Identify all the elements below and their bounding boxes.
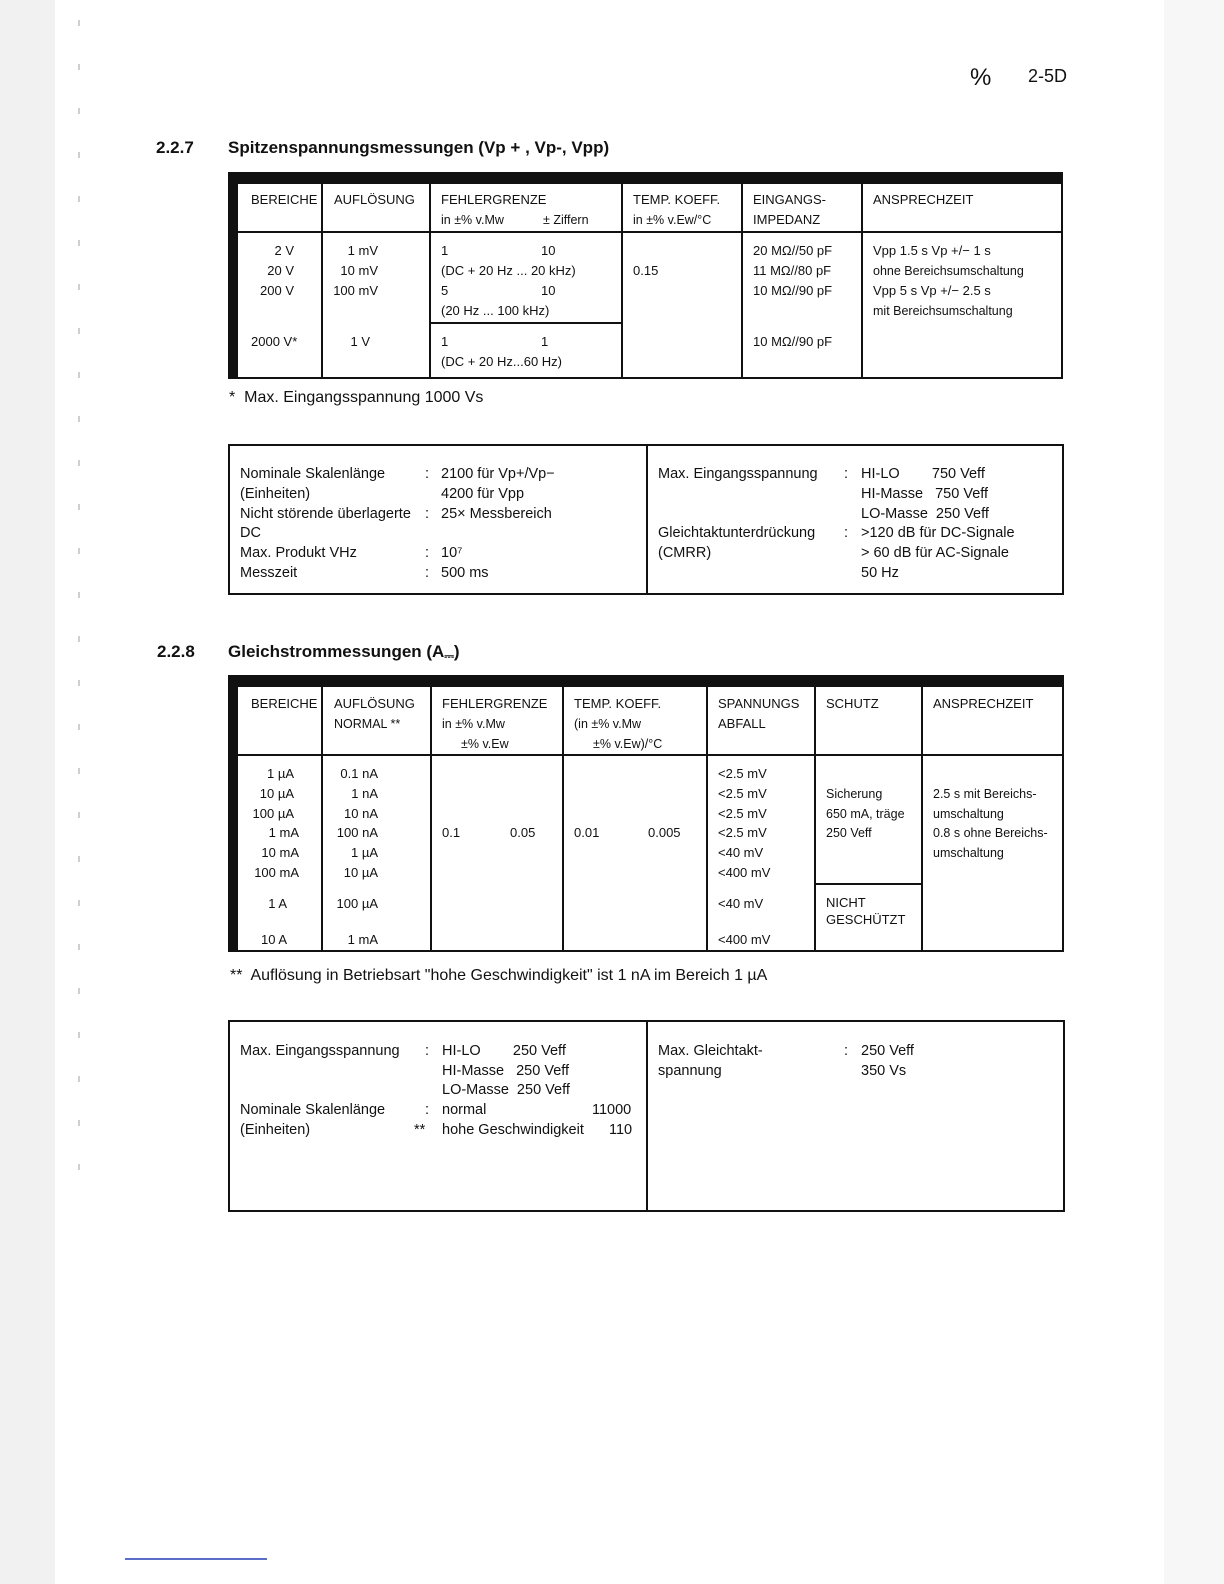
temp-coeff-cell: 0.15: [633, 263, 659, 278]
col-header-temp: TEMP. KOEFF.: [574, 696, 662, 711]
col-subheader-mw: in ±% v.Mw: [442, 717, 505, 731]
page-number: 2-5D: [1028, 66, 1068, 86]
footnote-max-voltage: * Max. Eingangsspannung 1000 Vs: [229, 389, 484, 406]
spec-sep: :: [425, 1043, 430, 1059]
resolution-cell: 1 mV: [347, 243, 378, 258]
impedance-cell: 10 MΩ//90 pF: [753, 334, 833, 349]
error-freq-cell: (DC + 20 Hz ... 20 kHz): [441, 263, 576, 278]
spec-sep: :: [844, 466, 849, 482]
section-number: 2.2.7: [156, 138, 194, 157]
voltage-drop-cell: <2.5 mV: [718, 806, 767, 821]
range-cell: 10 A: [260, 932, 287, 947]
spec-sep: **: [414, 1122, 426, 1138]
response-time-cell: 0.8 s ohne Bereichs-: [933, 826, 1048, 840]
temp-mw-cell: 0.01: [574, 825, 600, 840]
spec-label: (Einheiten): [240, 1122, 311, 1138]
spec-label: (Einheiten): [240, 486, 311, 502]
col-header-aufloesung: AUFLÖSUNG: [334, 192, 415, 207]
spec-value: 500 ms: [441, 565, 489, 581]
scan-left-edge: [0, 0, 55, 1584]
spec-value: 50 Hz: [861, 565, 899, 581]
protection-cell: Sicherung: [826, 787, 883, 801]
spec-sep: :: [844, 1043, 849, 1059]
voltage-drop-cell: <2.5 mV: [718, 766, 767, 781]
response-time-cell: Vpp 5 s Vp +/− 2.5 s: [873, 283, 991, 298]
response-time-cell: 2.5 s mit Bereichs-: [933, 787, 1037, 801]
spec-value: LO-Masse 250 Veff: [442, 1082, 570, 1098]
scan-binding-marks: [78, 20, 80, 1200]
spec-label: Messzeit: [240, 565, 298, 581]
spec-value: 10⁷: [441, 545, 463, 561]
col-header-aufloesung: AUFLÖSUNG: [334, 696, 415, 711]
spec-value: HI-Masse 250 Veff: [442, 1063, 570, 1079]
range-cell: 200 V: [260, 283, 294, 298]
protection-cell: 650 mA, träge: [826, 807, 905, 821]
col-subheader-mw: in ±% v.Mw: [441, 213, 504, 227]
range-cell: 1 µA: [266, 766, 294, 781]
range-cell: 2000 V*: [251, 334, 298, 349]
response-time-cell: umschaltung: [933, 846, 1004, 860]
col-subheader-abfall: ABFALL: [718, 716, 766, 731]
error-mw-cell: 1: [441, 334, 449, 349]
error-mw-cell: 5: [441, 283, 449, 298]
spec-value: 4200 für Vpp: [441, 486, 525, 502]
error-digits-cell: 1: [541, 334, 549, 349]
spec-label: Max. Produkt VHz: [240, 545, 357, 561]
spec-value: 25× Messbereich: [441, 506, 552, 522]
range-cell: 20 V: [267, 263, 294, 278]
col-header-fehlergrenze: FEHLERGRENZE: [442, 696, 548, 711]
temp-ew-cell: 0.005: [648, 825, 681, 840]
dc-symbol-icon: ⎓: [444, 649, 454, 663]
range-cell: 10 mA: [261, 845, 299, 860]
protection-none-cell: NICHT: [826, 895, 866, 910]
scan-right-edge: [1164, 0, 1224, 1584]
spec-sep: :: [425, 506, 430, 522]
spec-label: Nicht störende überlagerte: [240, 506, 411, 522]
response-time-cell: mit Bereichsumschaltung: [873, 304, 1013, 318]
spec-label: Max. Eingangsspannung: [658, 466, 818, 482]
range-cell: 1 mA: [268, 825, 299, 840]
spec-value: HI-LO 750 Veff: [861, 466, 985, 482]
spec-sep: :: [425, 565, 430, 581]
error-mw-cell: 1: [441, 243, 449, 258]
section-title: Gleichstrommessungen $(A_⎓)$: [228, 642, 460, 663]
impedance-cell: 20 MΩ//50 pF: [753, 243, 833, 258]
spec-label: (CMRR): [658, 545, 712, 561]
resolution-cell: 1 mA: [347, 932, 378, 947]
spec-value: > 60 dB für AC-Signale: [861, 545, 1009, 561]
resolution-cell: 100 nA: [336, 825, 378, 840]
col-header-bereiche: BEREICHE: [251, 192, 318, 207]
col-header-eingang: EINGANGS-: [753, 192, 826, 207]
resolution-cell: 100 µA: [336, 896, 378, 911]
error-ew-cell: 0.05: [510, 825, 536, 840]
range-cell: 100 mA: [254, 865, 299, 880]
col-subheader-temp-mw: (in ±% v.Mw: [574, 717, 642, 731]
spec-value: HI-LO 250 Veff: [442, 1043, 566, 1059]
resolution-cell: 10 mV: [340, 263, 378, 278]
spec-label: Gleichtaktunterdrückung: [658, 525, 816, 541]
header-symbol: %: [970, 64, 992, 91]
col-subheader-ziffern: ± Ziffern: [543, 213, 589, 227]
spec-value: 11000: [592, 1102, 632, 1118]
voltage-drop-cell: <400 mV: [718, 932, 771, 947]
resolution-cell: 1 V: [350, 334, 370, 349]
error-freq-cell: (DC + 20 Hz...60 Hz): [441, 354, 563, 369]
col-subheader-temp-ew: ±% v.Ew)/°C: [593, 737, 663, 751]
spec-value: hohe Geschwindigkeit: [442, 1122, 584, 1138]
spec-sep: :: [844, 525, 849, 541]
spec-value: 350 Vs: [861, 1063, 907, 1079]
footnote-resolution: ** Auflösung in Betriebsart "hohe Geschwindigkeit" ist 1 nA im Bereich 1 µA: [230, 967, 768, 984]
col-header-temp: TEMP. KOEFF.: [633, 192, 721, 207]
spec-sep: :: [425, 545, 430, 561]
spec-sep: :: [425, 466, 430, 482]
spec-label: spannung: [658, 1063, 722, 1079]
response-time-cell: Vpp 1.5 s Vp +/− 1 s: [873, 243, 991, 258]
voltage-drop-cell: <2.5 mV: [718, 786, 767, 801]
section-title: Spitzenspannungsmessungen (Vp + , Vp-, Vpp): [228, 138, 610, 157]
resolution-cell: 0.1 nA: [340, 766, 378, 781]
col-header-bereiche: BEREICHE: [251, 696, 318, 711]
range-cell: 100 µA: [252, 806, 294, 821]
resolution-cell: 1 nA: [351, 786, 378, 801]
resolution-cell: 1 µA: [350, 845, 378, 860]
voltage-drop-cell: <2.5 mV: [718, 825, 767, 840]
response-time-cell: ohne Bereichsumschaltung: [873, 264, 1024, 278]
spec-label: Max. Gleichtakt-: [658, 1043, 763, 1059]
spec-value: LO-Masse 250 Veff: [861, 506, 989, 522]
spec-label: Max. Eingangsspannung: [240, 1043, 400, 1059]
voltage-drop-cell: <40 mV: [718, 845, 764, 860]
error-digits-cell: 10: [541, 283, 556, 298]
range-cell: 10 µA: [259, 786, 294, 801]
section-number: 2.2.8: [157, 642, 195, 661]
spec-value: 250 Veff: [861, 1043, 914, 1059]
resolution-cell: 100 mV: [333, 283, 378, 298]
range-cell: 2 V: [274, 243, 294, 258]
error-mw-cell: 0.1: [442, 825, 461, 840]
col-header-fehlergrenze: FEHLERGRENZE: [441, 192, 547, 207]
voltage-drop-cell: <400 mV: [718, 865, 771, 880]
response-time-cell: umschaltung: [933, 807, 1004, 821]
spec-value: 2100 für Vp+/Vp−: [441, 466, 555, 482]
col-header-ansprech: ANSPRECHZEIT: [933, 696, 1034, 711]
col-header-schutz: SCHUTZ: [826, 696, 879, 711]
bottom-rule: [125, 1558, 267, 1560]
col-subheader-normal: NORMAL **: [334, 717, 401, 731]
col-subheader-ew: ±% v.Ew: [461, 737, 509, 751]
spec-sep: :: [425, 1102, 430, 1118]
resolution-cell: 10 nA: [344, 806, 378, 821]
spec-label: Nominale Skalenlänge: [240, 466, 386, 482]
protection-none-cell: GESCHÜTZT: [826, 912, 906, 927]
col-header-ansprech: ANSPRECHZEIT: [873, 192, 974, 207]
range-cell: 1 A: [268, 896, 287, 911]
impedance-cell: 11 MΩ//80 pF: [753, 263, 832, 278]
error-digits-cell: 10: [541, 243, 556, 258]
error-freq-cell: (20 Hz ... 100 kHz): [441, 303, 550, 318]
spec-value: HI-Masse 750 Veff: [861, 486, 989, 502]
spec-label: DC: [240, 525, 261, 541]
spec-label: Nominale Skalenlänge: [240, 1102, 386, 1118]
col-header-spannung: SPANNUNGS: [718, 696, 800, 711]
col-subheader-temp: in ±% v.Ew/°C: [633, 213, 712, 227]
spec-value: normal: [442, 1102, 487, 1118]
impedance-cell: 10 MΩ//90 pF: [753, 283, 833, 298]
voltage-drop-cell: <40 mV: [718, 896, 764, 911]
spec-value: 110: [609, 1122, 633, 1138]
protection-cell: 250 Veff: [826, 826, 872, 840]
spec-value: >120 dB für DC-Signale: [861, 525, 1015, 541]
col-subheader-impedanz: IMPEDANZ: [753, 212, 821, 227]
resolution-cell: 10 µA: [343, 865, 378, 880]
